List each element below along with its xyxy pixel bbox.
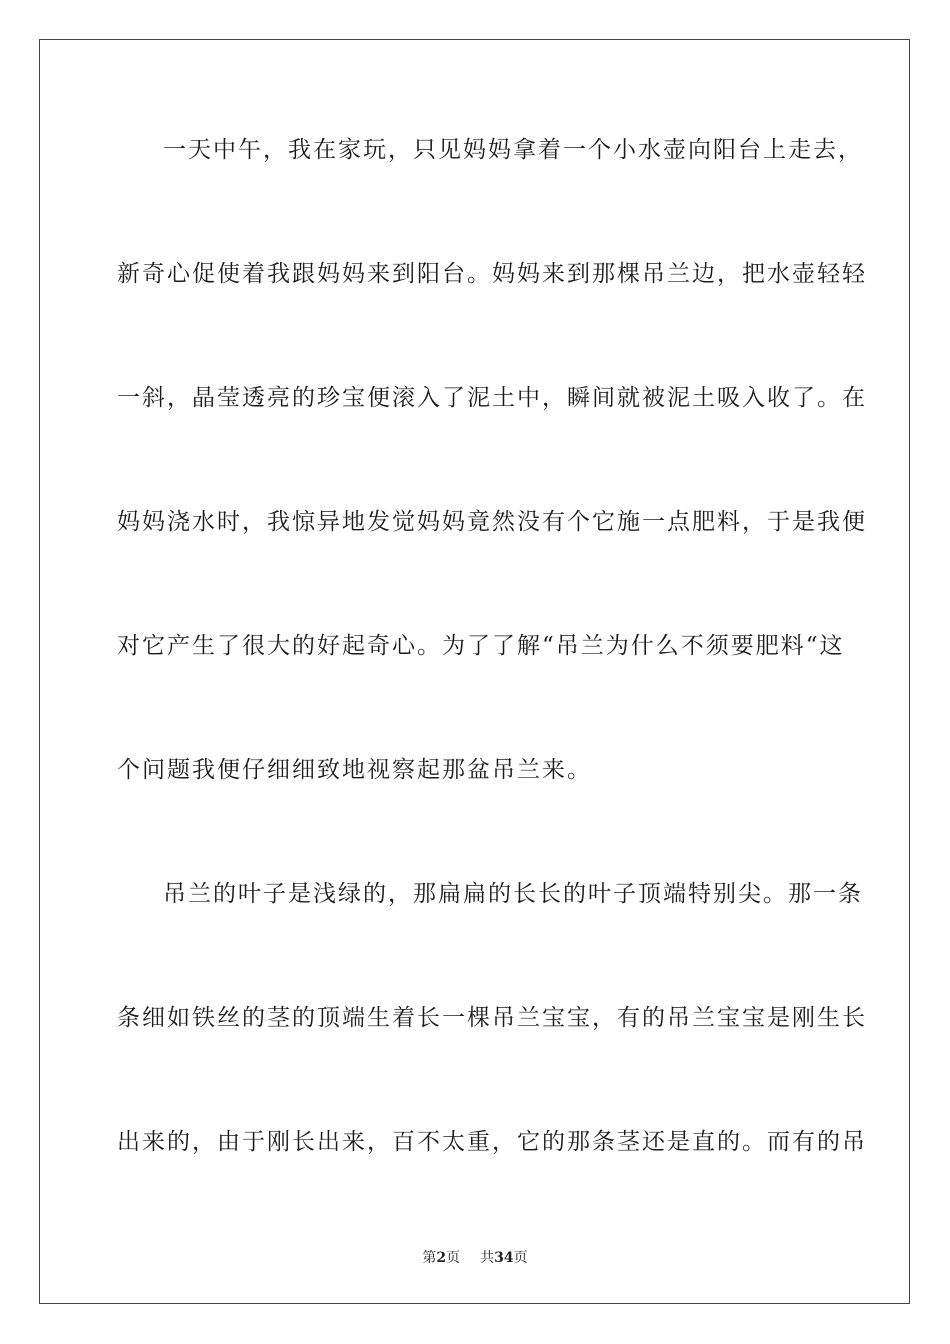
- paragraph-1-line-6: 个问题我便仔细细致地视察起那盆吊兰来。: [117, 757, 592, 783]
- paragraph-1-line-1: 一天中午，我在家玩，只见妈妈拿着一个小水壶向阳台上走去，: [163, 137, 863, 163]
- page-border: [39, 39, 910, 1304]
- page-number-suffix: 页: [446, 1250, 461, 1266]
- page-footer: [0, 1248, 950, 1268]
- paragraph-1-line-4: 妈妈浇水时，我惊异地发觉妈妈竟然没有个它施一点肥料，于是我便: [117, 509, 867, 535]
- paragraph-2-line-2: 条细如铁丝的茎的顶端生着长一棵吊兰宝宝，有的吊兰宝宝是刚生长: [117, 1005, 867, 1031]
- page-total-prefix: 共: [480, 1250, 495, 1266]
- paragraph-1-line-3: 一斜，晶莹透亮的珍宝便滚入了泥土中，瞬间就被泥土吸入收了。在: [117, 385, 867, 411]
- page-number-prefix: 第: [422, 1250, 437, 1266]
- paragraph-1-line-2: 新奇心促使着我跟妈妈来到阳台。妈妈来到那棵吊兰边，把水壶轻轻: [117, 261, 867, 287]
- paragraph-2-line-3: 出来的，由于刚长出来，百不太重，它的那条茎还是直的。而有的吊: [117, 1129, 867, 1155]
- paragraph-2-line-1: 吊兰的叶子是浅绿的，那扁扁的长长的叶子顶端特别尖。那一条: [163, 881, 863, 907]
- page-number-current: 2: [436, 1250, 447, 1266]
- page-total-suffix: 页: [513, 1250, 528, 1266]
- paragraph-1-line-5: 对它产生了很大的好起奇心。为了了解“吊兰为什么不须要肥料“这: [117, 633, 845, 659]
- page-total: 34: [494, 1250, 514, 1266]
